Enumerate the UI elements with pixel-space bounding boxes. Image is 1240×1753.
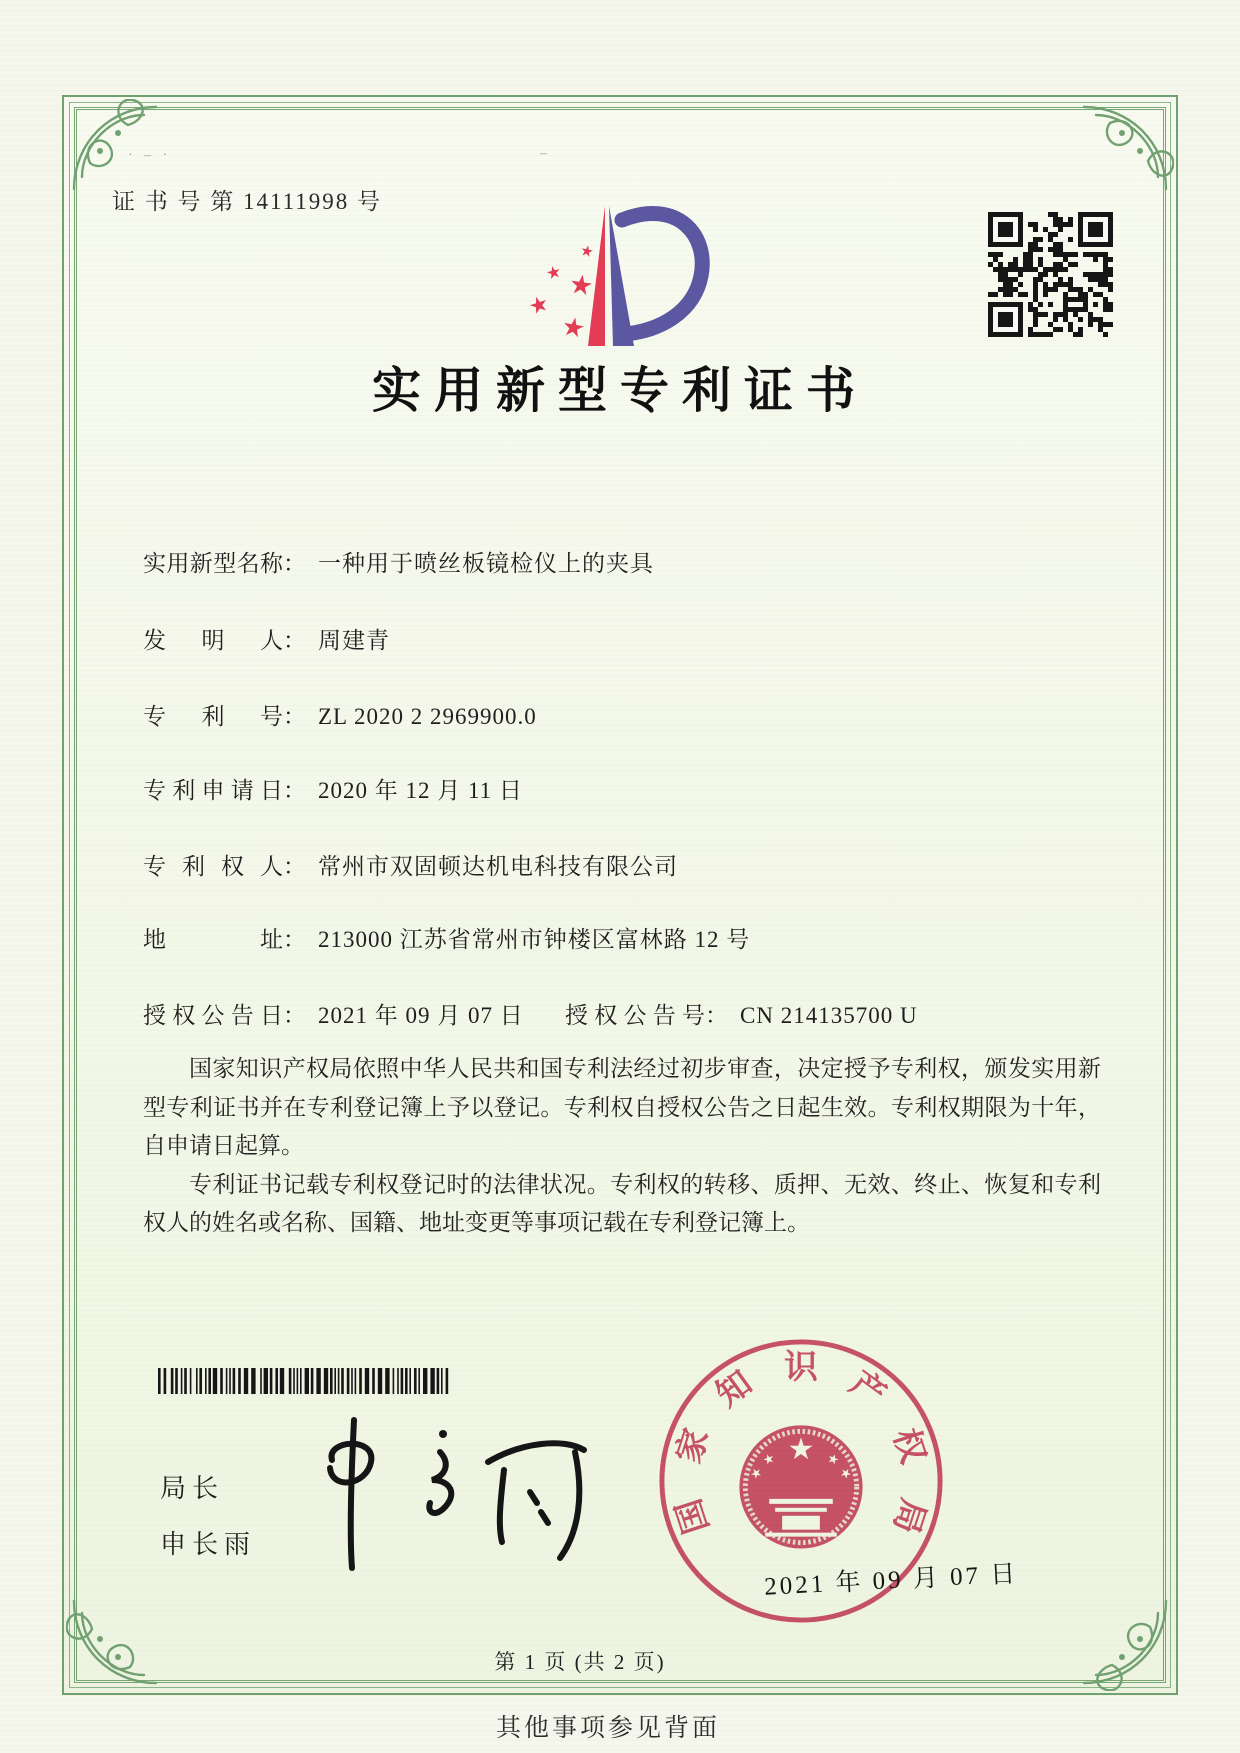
certificate-number: 证 书 号 第 14111998 号 (112, 189, 383, 214)
svg-text:知: 知 (709, 1364, 759, 1415)
svg-text:权: 权 (885, 1424, 932, 1468)
field-colon: ： (283, 704, 306, 729)
field-label: 授权公告日 (143, 1003, 283, 1028)
svg-text:★: ★ (567, 268, 596, 303)
qr-code (988, 212, 1113, 337)
field-value: 周建青 (318, 628, 390, 653)
field-row-address (143, 921, 750, 954)
field-label: 授权公告号 (565, 1003, 705, 1028)
national-emblem-icon (739, 1425, 862, 1548)
field-row-patent-number (143, 698, 537, 731)
field-label: 专 利 号 (143, 704, 283, 729)
field-value: ZL 2020 2 2969900.0 (318, 704, 537, 729)
legal-text-block (143, 1050, 1101, 1243)
scan-artifact: · – · (128, 148, 172, 163)
logo-stars (526, 241, 596, 345)
signer-name: 申长雨 (160, 1530, 257, 1559)
field-row-filing-date (143, 772, 523, 805)
svg-text:★: ★ (787, 1432, 815, 1468)
field-colon: ： (705, 1003, 728, 1028)
field-label: 地 址 (143, 927, 283, 952)
barcode (158, 1368, 454, 1394)
director-signature-handwriting (292, 1408, 592, 1578)
page-number: 第 1 页 (共 2 页) (494, 1650, 666, 1674)
field-row-patentee (143, 848, 678, 881)
field-label: 实用新型名称 (143, 551, 283, 576)
field-value: 2020 年 12 月 11 日 (318, 778, 523, 803)
logo-p-bowl (622, 214, 702, 334)
border-corner-ornament (66, 99, 162, 195)
border-corner-ornament (1078, 1595, 1174, 1691)
field-label: 发 明 人 (143, 628, 283, 653)
svg-text:★: ★ (578, 240, 596, 262)
legal-paragraph: 国家知识产权局依照中华人民共和国专利法经过初步审查，决定授予专利权，颁发实用新型专利证书并在专利登记簿上予以登记。专利权自授权公告之日起生效。专利权期限为十年，自申请日起算。 (143, 1056, 1101, 1158)
field-colon: ： (283, 778, 306, 803)
svg-text:★: ★ (525, 290, 553, 321)
grant-date-pair (143, 1003, 524, 1028)
logo-spire (588, 206, 634, 346)
field-colon: ： (283, 854, 306, 879)
svg-text:★: ★ (761, 1450, 778, 1469)
field-colon: ： (283, 927, 306, 952)
border-corner-ornament (1078, 99, 1174, 195)
field-row-grant (143, 997, 1103, 1030)
border-corner-ornament (66, 1595, 162, 1691)
certificate-title: 实用新型专利证书 (371, 363, 868, 418)
signer-title: 局长 (160, 1474, 225, 1503)
legal-paragraph: 专利证书记载专利权登记时的法律状况。专利权的转移、质押、无效、终止、恢复和专利权人的姓名或名称、国籍、地址变更等事项记载在专利登记簿上。 (143, 1171, 1101, 1235)
svg-text:家: 家 (670, 1424, 717, 1468)
svg-text:产: 产 (843, 1364, 893, 1415)
field-colon: ： (283, 628, 306, 653)
svg-text:★: ★ (824, 1450, 841, 1469)
field-colon: ： (283, 1003, 306, 1028)
field-colon: ： (283, 551, 306, 576)
svg-text:★: ★ (836, 1464, 855, 1484)
svg-text:识: 识 (784, 1349, 818, 1387)
field-value: 2021 年 09 月 07 日 (318, 1003, 524, 1028)
field-value: 常州市双固顿达机电科技有限公司 (318, 854, 678, 879)
cnipa-logo (522, 198, 717, 350)
svg-text:★: ★ (543, 261, 564, 285)
svg-text:国: 国 (670, 1494, 717, 1538)
field-value: CN 214135700 U (740, 1003, 918, 1028)
field-row-inventor (143, 622, 390, 655)
svg-text:★: ★ (747, 1464, 766, 1484)
scan-artifact: – (540, 146, 551, 161)
svg-text:★: ★ (559, 311, 588, 345)
back-side-note: 其他事项参见背面 (495, 1715, 720, 1742)
field-label: 专利申请日 (143, 778, 283, 803)
field-label: 专 利 权 人 (143, 854, 283, 879)
field-value: 一种用于喷丝板镜检仪上的夹具 (318, 551, 654, 576)
field-value: 213000 江苏省常州市钟楼区富林路 12 号 (318, 927, 751, 952)
seal-date: 2021 年 09 月 07 日 (763, 1560, 1019, 1601)
svg-text:局: 局 (885, 1494, 932, 1538)
grant-number-pair (565, 997, 918, 1030)
field-row-utility-model-name (143, 545, 654, 578)
